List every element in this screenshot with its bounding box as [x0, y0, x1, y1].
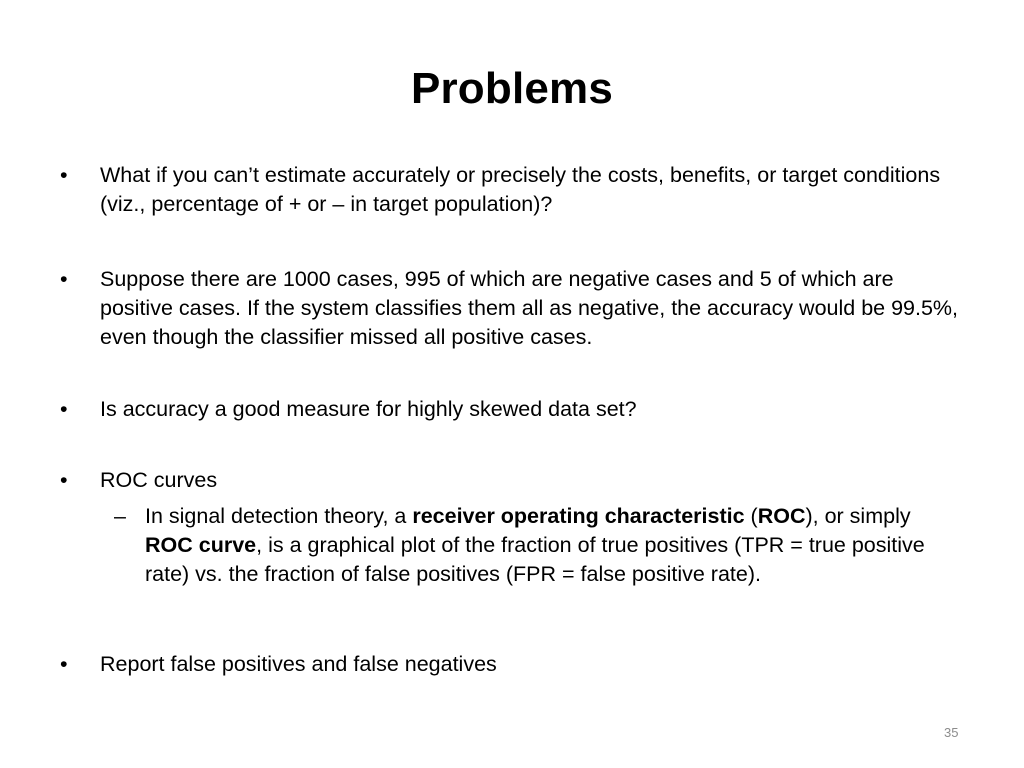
bullet-dot-icon: • [60, 397, 68, 421]
roc-text-part: ( [744, 504, 758, 528]
roc-curve-bold: ROC curve [145, 533, 257, 557]
roc-text-part: ), or simply [805, 504, 911, 528]
sub-bullet-dash-icon: – [114, 504, 126, 528]
sub-bullet-text [145, 502, 960, 589]
bullet-dot-icon: • [60, 468, 68, 492]
bullet-text: Is accuracy a good measure for highly skewed data set? [100, 397, 637, 421]
page-number: 35 [944, 725, 959, 740]
roc-text-part: , is a graphical plot of the fraction of true positives (TPR = true positive rate) vs. the fraction of false positives (FPR = false positive rate). [145, 533, 925, 586]
bullet-text: Report false positives and false negatives [100, 652, 497, 676]
bullet-dot-icon: • [60, 267, 68, 291]
roc-term-bold: receiver operating characteristic [412, 504, 745, 528]
bullet-dot-icon: • [60, 652, 68, 676]
roc-text-part: In signal detection theory, a [145, 504, 413, 528]
bullet-text: What if you can’t estimate accurately or precisely the costs, benefits, or target conditions (viz., percentage of + or – in target population)? [100, 163, 941, 216]
bullet-text: Suppose there are 1000 cases, 995 of which are negative cases and 5 of which are positive cases. If the system classifies them all as negative, the accuracy would be 99.5%, even though the classifier missed all positive cases. [100, 267, 959, 349]
bullet-text: ROC curves [100, 468, 218, 492]
slide-title: Problems [410, 64, 614, 113]
roc-abbrev-bold: ROC [757, 504, 806, 528]
bullet-dot-icon: • [60, 163, 68, 187]
